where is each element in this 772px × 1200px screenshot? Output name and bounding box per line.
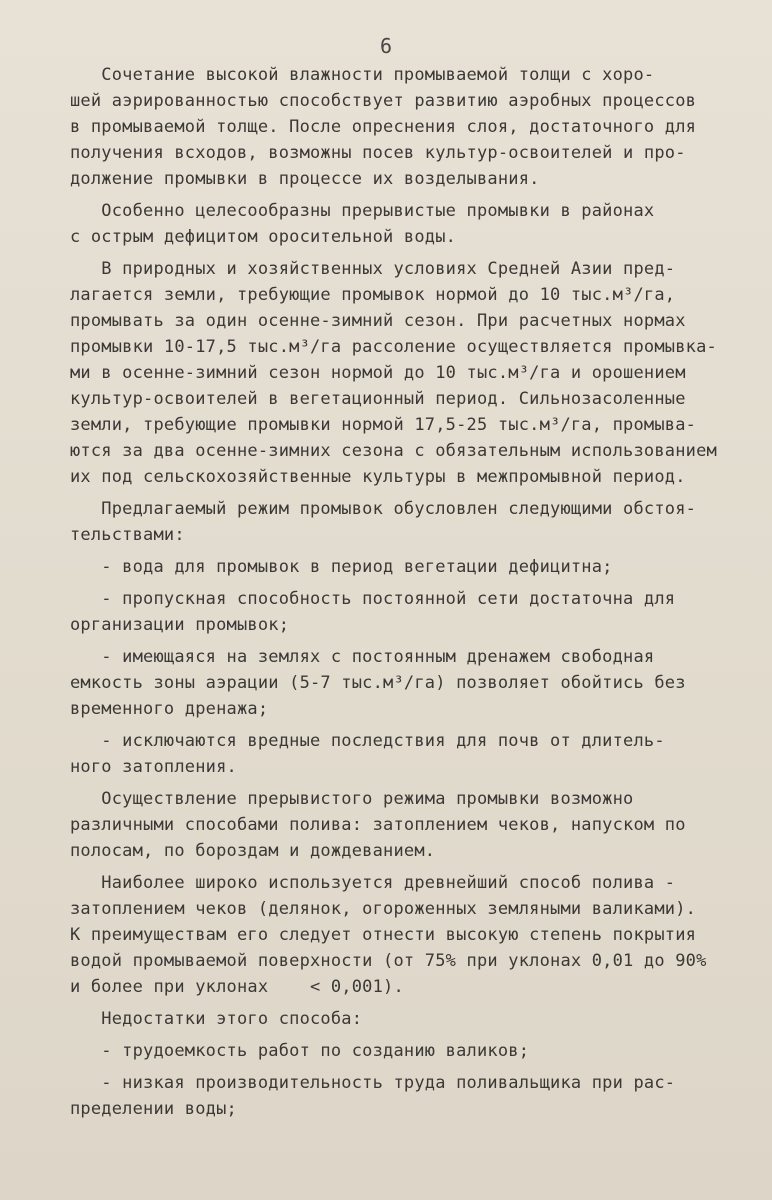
text-line: - трудоемкость работ по созданию валиков; (70, 1041, 530, 1061)
text-line: В природных и хозяйственных условиях Средней Азии пред- (70, 259, 676, 279)
text-line: с острым дефицитом оросительной воды. (70, 227, 457, 247)
paragraph (70, 496, 760, 548)
text-line: ются за два осенне-зимних сезона с обязательным использованием (70, 441, 717, 461)
text-line: Недостатки этого способа: (70, 1009, 363, 1029)
paragraph (70, 1070, 760, 1122)
text-line: полосам, по бороздам и дождеванием. (70, 841, 436, 861)
text-line: Особенно целесообразны прерывистые промывки в районах (70, 201, 655, 221)
text-line: - имеющаяся на землях с постоянным дренажем свободная (70, 647, 655, 667)
text-line: промывки 10-17,5 тыс.м³/га рассоление осуществляется промывка- (70, 337, 717, 357)
text-line: их под сельскохозяйственные культуры в межпромывной период. (70, 467, 686, 487)
text-line: культур-освоителей в вегетационный период. Сильнозасоленные (70, 389, 686, 409)
text-line: тельствами: (70, 525, 185, 545)
page-number: 6 (379, 34, 393, 58)
text-line: и более при уклонах < 0,001). (70, 977, 404, 997)
text-line: шей аэрированностью способствует развитию аэробных процессов (70, 91, 697, 111)
text-line: различными способами полива: затоплением чеков, напуском по (70, 815, 686, 835)
text-line: - вода для промывок в период вегетации дефицитна; (70, 557, 613, 577)
text-line: - пропускная способность постоянной сети достаточна для (70, 589, 676, 609)
paragraph (70, 62, 760, 192)
paragraph (70, 1006, 760, 1032)
text-line: пределении воды; (70, 1099, 237, 1119)
paragraph (70, 1038, 760, 1064)
paragraph (70, 554, 760, 580)
text-line: емкость зоны аэрации (5-7 тыс.м³/га) позволяет обойтись без (70, 673, 686, 693)
text-line: Наиболее широко используется древнейший способ полива - (70, 873, 676, 893)
text-line: организации промывок; (70, 615, 290, 635)
text-line: земли, требующие промывки нормой 17,5-25 тыс.м³/га, промыва- (70, 415, 697, 435)
text-line: Предлагаемый режим промывок обусловлен следующими обстоя- (70, 499, 697, 519)
text-line: ного затопления. (70, 757, 237, 777)
paragraph (70, 586, 760, 638)
paragraph (70, 786, 760, 864)
text-line: - исключаются вредные последствия для почв от длитель- (70, 731, 665, 751)
paragraph (70, 644, 760, 722)
text-line: должение промывки в процессе их возделывания. (70, 169, 540, 189)
text-line: - низкая производительность труда поливальщика при рас- (70, 1073, 676, 1093)
text-line: получения всходов, возможны посев культур-освоителей и про- (70, 143, 686, 163)
text-line: лагается земли, требующие промывок нормой до 10 тыс.м³/га, (70, 285, 676, 305)
text-line: в промываемой толще. После опреснения слоя, достаточного для (70, 117, 697, 137)
text-line: К преимуществам его следует отнести высокую степень покрытия (70, 925, 697, 945)
text-line: Осуществление прерывистого режима промывки возможно (70, 789, 634, 809)
text-line: ми в осенне-зимний сезон нормой до 10 тыс.м³/га и орошением (70, 363, 686, 383)
paragraph (70, 870, 760, 1000)
text-line: промывать за один осенне-зимний сезон. При расчетных нормах (70, 311, 686, 331)
paragraph (70, 728, 760, 780)
text-line: затоплением чеков (делянок, огороженных земляными валиками). (70, 899, 697, 919)
paragraph (70, 198, 760, 250)
paragraph (70, 256, 760, 490)
document-body (70, 62, 760, 1128)
text-line: Сочетание высокой влажности промываемой толщи с хоро- (70, 65, 655, 85)
text-line: временного дренажа; (70, 699, 269, 719)
text-line: водой промываемой поверхности (от 75% при уклонах 0,01 до 90% (70, 951, 707, 971)
